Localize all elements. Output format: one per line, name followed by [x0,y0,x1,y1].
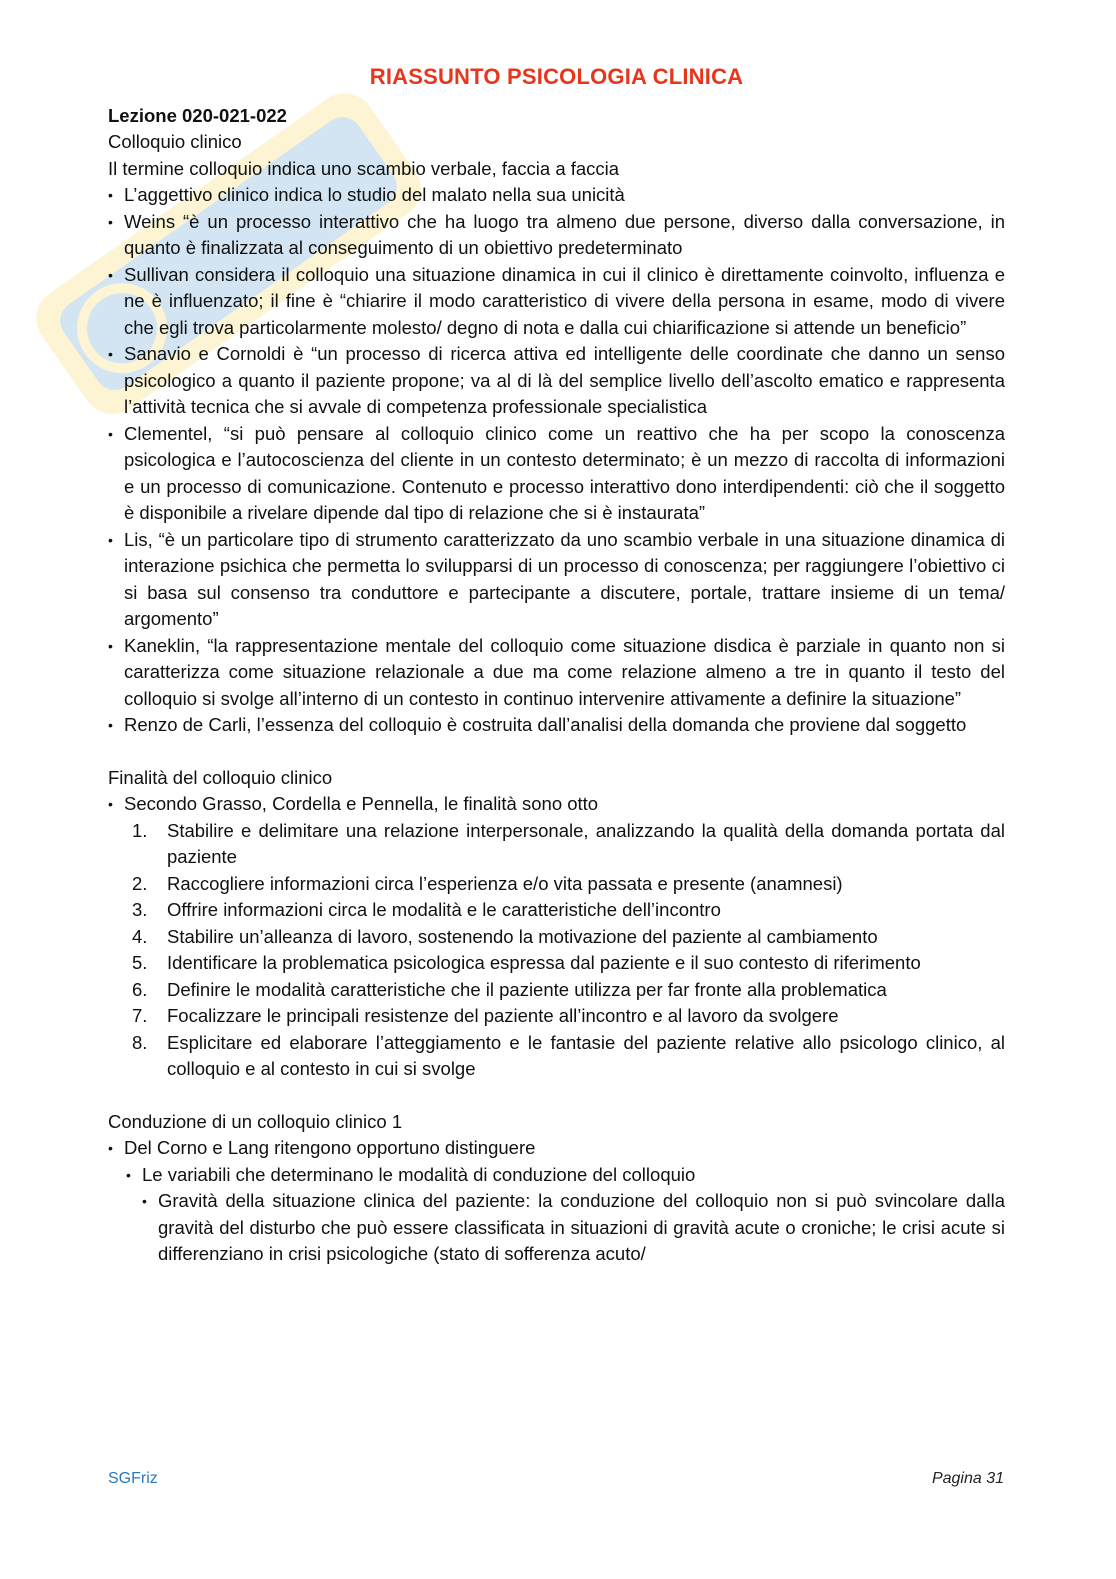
document-title: RIASSUNTO PSICOLOGIA CLINICA [369,64,744,89]
list-item: • Lis, “è un particolare tipo di strumento caratterizzato da uno scambio verbale in una situazione dinamica di interazione psichica che permetta lo svilupparsi di un processo di conoscenza; per raggiungere l’obiettivo ci si basa sul consenso tra conduttore e partecipante a discutere, portale, trattare insieme di un tema/ argomento” [108,527,1005,633]
list-item: • Clementel, “si può pensare al colloquio clinico come un reattivo che ha per scopo la conoscenza psicologica e l’autocoscienza del cliente in un contesto determinato; è un mezzo di raccolta di informazioni e un processo di comunicazione. Contenuto e processo interattivo dono interdipendenti: ciò che il soggetto è disponibile a rivelare dipende dal tipo di relazione che si è instaurata” [108,421,1005,527]
list-item: • Del Corno e Lang ritengono opportuno distinguere [108,1135,1005,1162]
numbered-item: 5. Identificare la problematica psicologica espressa dal paziente e il suo contesto di riferimento [132,952,921,973]
numbered-item: 2. Raccogliere informazioni circa l’esperienza e/o vita passata e presente (anamnesi) [132,872,843,894]
page-number: Pagina 31 [931,1470,1004,1487]
list-item-nested-deep: • Gravità della situazione clinica del paziente: la conduzione del colloquio non si può svincolare dalla gravità del disturbo che può essere classificata in situazioni di gravità acute o croniche; le crisi acute si differenziano in crisi psicologiche (stato di sofferenza acuto/ [108,1188,1005,1268]
conduzione-list [108,1135,1005,1268]
list-item-nested: • Le variabili che determinano le modalità di conduzione del colloquio [108,1162,1005,1189]
lesson-label: Lezione 020-021-022 [108,105,287,126]
definition-list [108,182,1005,739]
list-item: • Weins “è un processo interattivo che ha luogo tra almeno due persone, diverso dalla conversazione, in quanto è finalizzata al conseguimento di un obiettivo predeterminato [108,209,1005,262]
numbered-item: 7. Focalizzare le principali resistenze del paziente all’incontro e al lavoro da svolgere [132,1005,839,1026]
numbered-item: 1. Stabilire e delimitare una relazione interpersonale, analizzando la qualità della domanda portata dal paziente [132,819,1005,867]
section-intro: Il termine colloquio indica uno scambio verbale, faccia a faccia [108,157,620,179]
finalita-list [108,791,1005,1083]
list-item: • Sullivan considera il colloquio una situazione dinamica in cui il clinico è direttamente coinvolto, influenza e ne è influenzato; il fine è “chiarire il modo caratteristico di vivere della persona in esame, modo di vivere che egli trova particolarmente molesto/ degno di nota e dalla cui chiarificazione si attende un beneficio” [108,262,1005,342]
page-content [108,64,1005,1268]
numbered-item: 8. Esplicitare ed elaborare l’atteggiamento e le fantasie del paziente relative allo psicologo clinico, al colloquio e al contesto in cui si svolge [132,1031,1005,1079]
footer-author: SGFriz [108,1470,158,1487]
section-heading-finalita: Finalità del colloquio clinico [108,766,333,788]
list-item: • L’aggettivo clinico indica lo studio del malato nella sua unicità [108,182,1005,209]
numbered-item: 6. Definire le modalità caratteristiche che il paziente utilizza per far fronte alla problematica [132,978,887,1000]
list-item: • Renzo de Carli, l’essenza del colloquio è costruita dall’analisi della domanda che proviene dal soggetto [108,712,1005,739]
section-heading-colloquio: Colloquio clinico [108,131,242,152]
list-item: • Kaneklin, “la rappresentazione mentale del colloquio come situazione disdica è parziale in quanto non si caratterizza come situazione relazionale a due ma come relazione almeno a tre in quanto il testo del colloquio si svolge all’interno di un contesto in continuo intervenire attivamente a definire la situazione” [108,633,1005,713]
section-heading-conduzione: Conduzione di un colloquio clinico 1 [108,1110,403,1132]
numbered-item: 3. Offrire informazioni circa le modalità e le caratteristiche dell’incontro [132,899,721,920]
numbered-item: 4. Stabilire un’alleanza di lavoro, sostenendo la motivazione del paziente al cambiamento [132,925,878,947]
list-item: • Sanavio e Cornoldi è “un processo di ricerca attiva ed intelligente delle coordinate che danno un senso psicologico a quanto il paziente propone; va al di là del semplice livello dell’ascolto ematico e rappresenta l’attività tecnica che si avvale di competenza professionale specialistica [108,341,1005,421]
list-item: • Secondo Grasso, Cordella e Pennella, le finalità sono otto [108,791,1005,818]
